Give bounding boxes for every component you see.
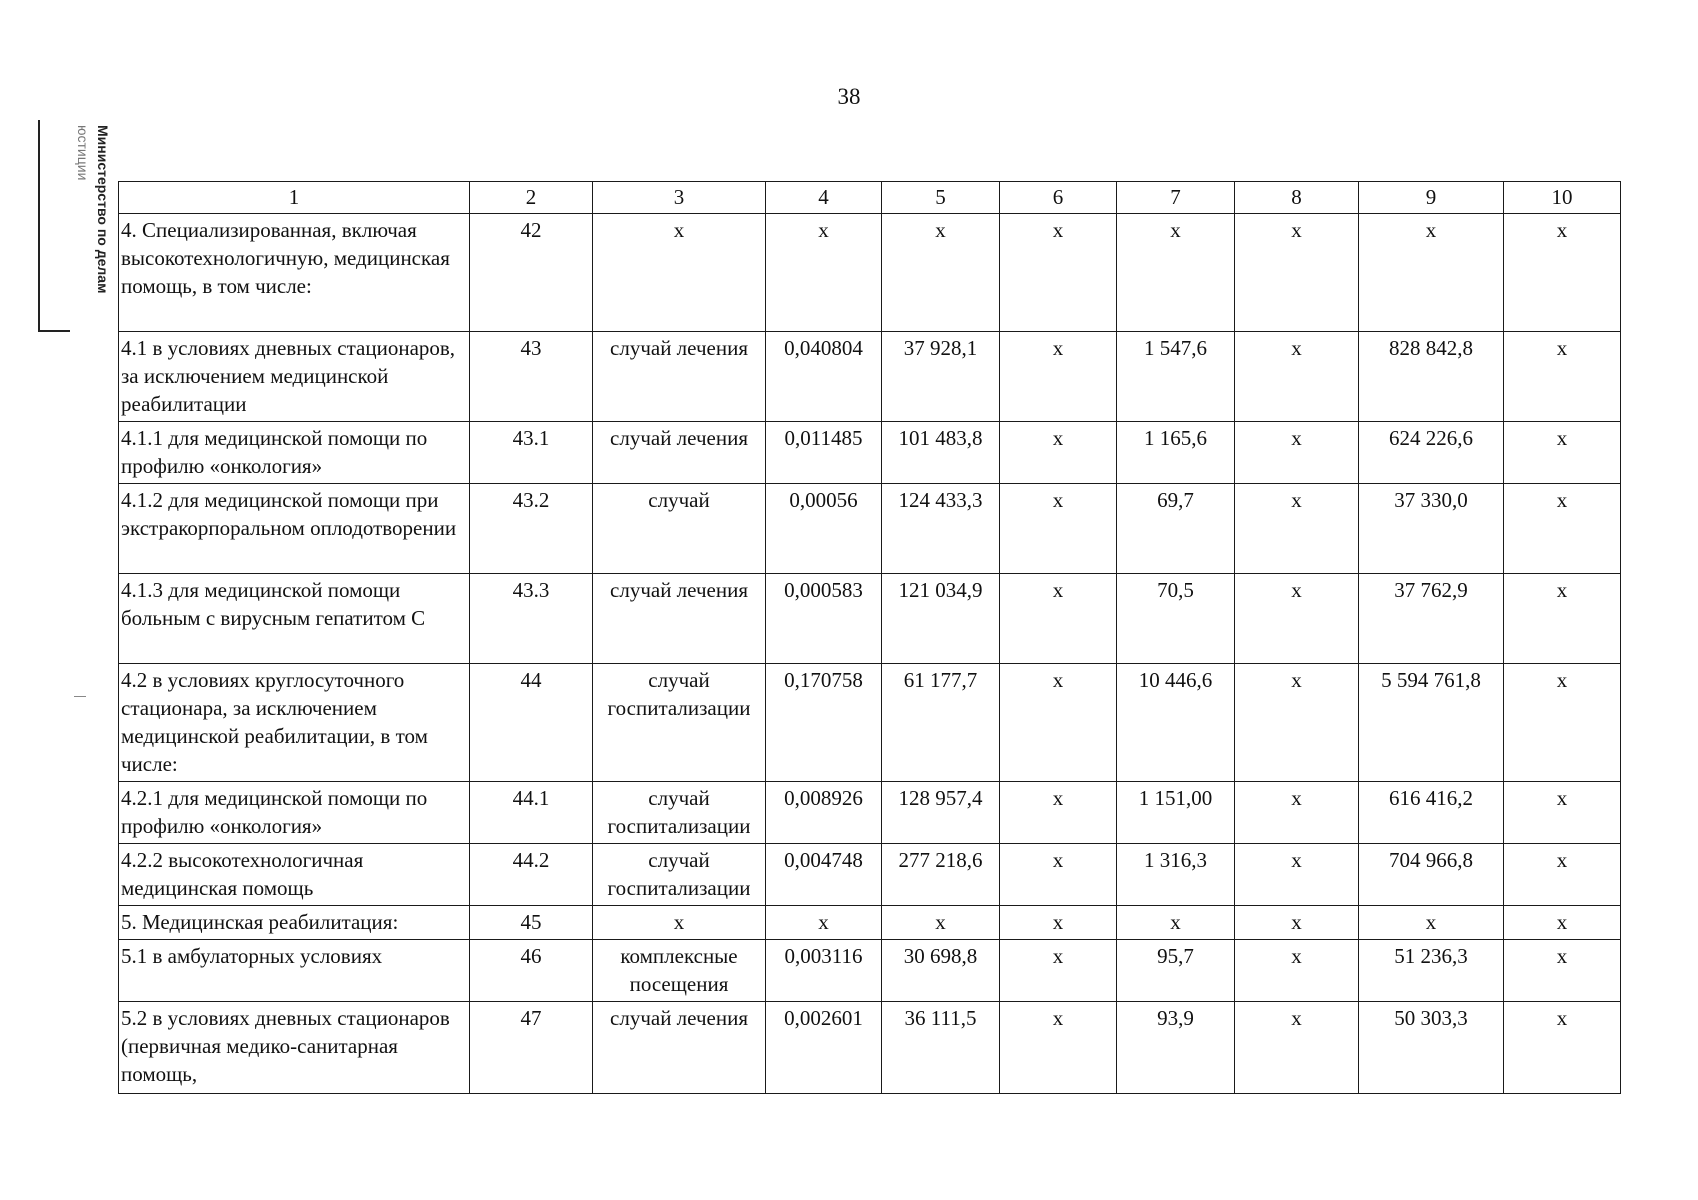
cell-col6: х <box>1000 1002 1117 1094</box>
cell-col8: х <box>1235 664 1359 782</box>
table-row <box>119 574 1621 664</box>
cell-col4: 0,002601 <box>766 1002 882 1094</box>
row-unit: х <box>593 906 766 940</box>
row-unit: случай госпитализации <box>593 782 766 844</box>
row-name: 4.2.1 для медицинской помощи по профилю «онкология» <box>119 782 470 844</box>
table-row <box>119 906 1621 940</box>
cell-col8: х <box>1235 782 1359 844</box>
cell-col4: х <box>766 214 882 332</box>
column-header: 9 <box>1359 182 1504 214</box>
row-name: 4.1.2 для медицинской помощи при экстракорпоральном оплодотворении <box>119 484 470 574</box>
cell-col7: 93,9 <box>1117 1002 1235 1094</box>
cell-col4: 0,040804 <box>766 332 882 422</box>
cell-col9: х <box>1359 214 1504 332</box>
page-number: 38 <box>837 84 861 109</box>
cell-col9: 37 762,9 <box>1359 574 1504 664</box>
cell-col5: 30 698,8 <box>882 940 1000 1002</box>
row-name: 4.2 в условиях круглосуточного стационара, за исключением медицинской реабилитации, в том числе: <box>119 664 470 782</box>
column-header: 5 <box>882 182 1000 214</box>
cell-col4: 0,004748 <box>766 844 882 906</box>
row-unit: х <box>593 214 766 332</box>
table-row <box>119 484 1621 574</box>
table-row <box>119 940 1621 1002</box>
row-number: 43.3 <box>470 574 593 664</box>
row-number: 44 <box>470 664 593 782</box>
column-header: 4 <box>766 182 882 214</box>
row-unit: случай <box>593 484 766 574</box>
row-unit: случай лечения <box>593 1002 766 1094</box>
cell-col5: 128 957,4 <box>882 782 1000 844</box>
cell-col6: х <box>1000 422 1117 484</box>
table-header-row <box>119 182 1621 214</box>
cell-col6: х <box>1000 940 1117 1002</box>
cell-col5: 61 177,7 <box>882 664 1000 782</box>
table-row <box>119 664 1621 782</box>
column-header: 8 <box>1235 182 1359 214</box>
table-row <box>119 844 1621 906</box>
cell-col9: 50 303,3 <box>1359 1002 1504 1094</box>
registration-stamp <box>38 120 111 330</box>
cell-col6: х <box>1000 906 1117 940</box>
row-unit: случай лечения <box>593 422 766 484</box>
cell-col5: 101 483,8 <box>882 422 1000 484</box>
table-row <box>119 782 1621 844</box>
column-header: 1 <box>119 182 470 214</box>
stamp-line-1: Министерство по делам <box>95 125 111 294</box>
cell-col9: 704 966,8 <box>1359 844 1504 906</box>
cell-col9: 616 416,2 <box>1359 782 1504 844</box>
row-name: 5.1 в амбулаторных условиях <box>119 940 470 1002</box>
row-name: 4.1.1 для медицинской помощи по профилю «онкология» <box>119 422 470 484</box>
cell-col10: х <box>1504 844 1621 906</box>
row-name: 4.1 в условиях дневных стационаров, за исключением медицинской реабилитации <box>119 332 470 422</box>
data-table <box>118 181 1621 1094</box>
cell-col4: 0,011485 <box>766 422 882 484</box>
cell-col10: х <box>1504 214 1621 332</box>
cell-col5: 124 433,3 <box>882 484 1000 574</box>
row-unit: случай госпитализации <box>593 844 766 906</box>
cell-col6: х <box>1000 214 1117 332</box>
cell-col7: 1 165,6 <box>1117 422 1235 484</box>
cell-col8: х <box>1235 940 1359 1002</box>
cell-col7: 1 316,3 <box>1117 844 1235 906</box>
cell-col8: х <box>1235 422 1359 484</box>
row-name: 5.2 в условиях дневных стационаров (первичная медико-санитарная помощь, <box>119 1002 470 1094</box>
cell-col4: 0,003116 <box>766 940 882 1002</box>
cell-col9: х <box>1359 906 1504 940</box>
table-row <box>119 422 1621 484</box>
table-row <box>119 332 1621 422</box>
column-header: 7 <box>1117 182 1235 214</box>
row-number: 42 <box>470 214 593 332</box>
cell-col10: х <box>1504 332 1621 422</box>
cell-col9: 624 226,6 <box>1359 422 1504 484</box>
row-name: 4. Специализированная, включая высокотехнологичную, медицинская помощь, в том числе: <box>119 214 470 332</box>
cell-col6: х <box>1000 782 1117 844</box>
cell-col4: 0,170758 <box>766 664 882 782</box>
column-header: 2 <box>470 182 593 214</box>
cell-col5: х <box>882 906 1000 940</box>
row-number: 43.1 <box>470 422 593 484</box>
cell-col7: 1 547,6 <box>1117 332 1235 422</box>
cell-col8: х <box>1235 484 1359 574</box>
cell-col4: 0,008926 <box>766 782 882 844</box>
cell-col7: х <box>1117 214 1235 332</box>
row-number: 46 <box>470 940 593 1002</box>
cell-col8: х <box>1235 906 1359 940</box>
cell-col7: 69,7 <box>1117 484 1235 574</box>
table-row <box>119 1002 1621 1094</box>
cell-col10: х <box>1504 940 1621 1002</box>
cell-col9: 51 236,3 <box>1359 940 1504 1002</box>
cell-col7: х <box>1117 906 1235 940</box>
column-header: 3 <box>593 182 766 214</box>
cell-col10: х <box>1504 906 1621 940</box>
cell-col6: х <box>1000 844 1117 906</box>
cell-col5: 37 928,1 <box>882 332 1000 422</box>
cell-col7: 70,5 <box>1117 574 1235 664</box>
cell-col6: х <box>1000 484 1117 574</box>
row-name: 4.2.2 высокотехнологичная медицинская помощь <box>119 844 470 906</box>
row-number: 47 <box>470 1002 593 1094</box>
margin-mark <box>74 696 86 697</box>
cell-col10: х <box>1504 664 1621 782</box>
row-number: 43 <box>470 332 593 422</box>
cell-col10: х <box>1504 1002 1621 1094</box>
row-unit: случай лечения <box>593 574 766 664</box>
table-row <box>119 214 1621 332</box>
cell-col5: 121 034,9 <box>882 574 1000 664</box>
cell-col8: х <box>1235 844 1359 906</box>
cell-col7: 10 446,6 <box>1117 664 1235 782</box>
column-header: 10 <box>1504 182 1621 214</box>
cell-col10: х <box>1504 422 1621 484</box>
cell-col6: х <box>1000 574 1117 664</box>
cell-col5: 277 218,6 <box>882 844 1000 906</box>
stamp-bracket <box>38 120 70 332</box>
column-header: 6 <box>1000 182 1117 214</box>
cell-col9: 37 330,0 <box>1359 484 1504 574</box>
cell-col4: 0,000583 <box>766 574 882 664</box>
cell-col10: х <box>1504 574 1621 664</box>
stamp-line-2: юстиции <box>75 125 91 181</box>
row-number: 45 <box>470 906 593 940</box>
cell-col10: х <box>1504 782 1621 844</box>
cell-col8: х <box>1235 1002 1359 1094</box>
row-unit: комплексные посещения <box>593 940 766 1002</box>
cell-col7: 95,7 <box>1117 940 1235 1002</box>
cell-col6: х <box>1000 664 1117 782</box>
cell-col8: х <box>1235 332 1359 422</box>
row-number: 44.1 <box>470 782 593 844</box>
row-name: 5. Медицинская реабилитация: <box>119 906 470 940</box>
row-name: 4.1.3 для медицинской помощи больным с вирусным гепатитом С <box>119 574 470 664</box>
stamp-text <box>73 125 113 293</box>
cell-col10: х <box>1504 484 1621 574</box>
row-unit: случай лечения <box>593 332 766 422</box>
cell-col9: 5 594 761,8 <box>1359 664 1504 782</box>
cell-col4: 0,00056 <box>766 484 882 574</box>
cell-col8: х <box>1235 214 1359 332</box>
row-number: 43.2 <box>470 484 593 574</box>
row-unit: случай госпитализации <box>593 664 766 782</box>
cell-col5: 36 111,5 <box>882 1002 1000 1094</box>
cell-col9: 828 842,8 <box>1359 332 1504 422</box>
cell-col6: х <box>1000 332 1117 422</box>
cell-col5: х <box>882 214 1000 332</box>
cell-col4: х <box>766 906 882 940</box>
cell-col7: 1 151,00 <box>1117 782 1235 844</box>
row-number: 44.2 <box>470 844 593 906</box>
cell-col8: х <box>1235 574 1359 664</box>
